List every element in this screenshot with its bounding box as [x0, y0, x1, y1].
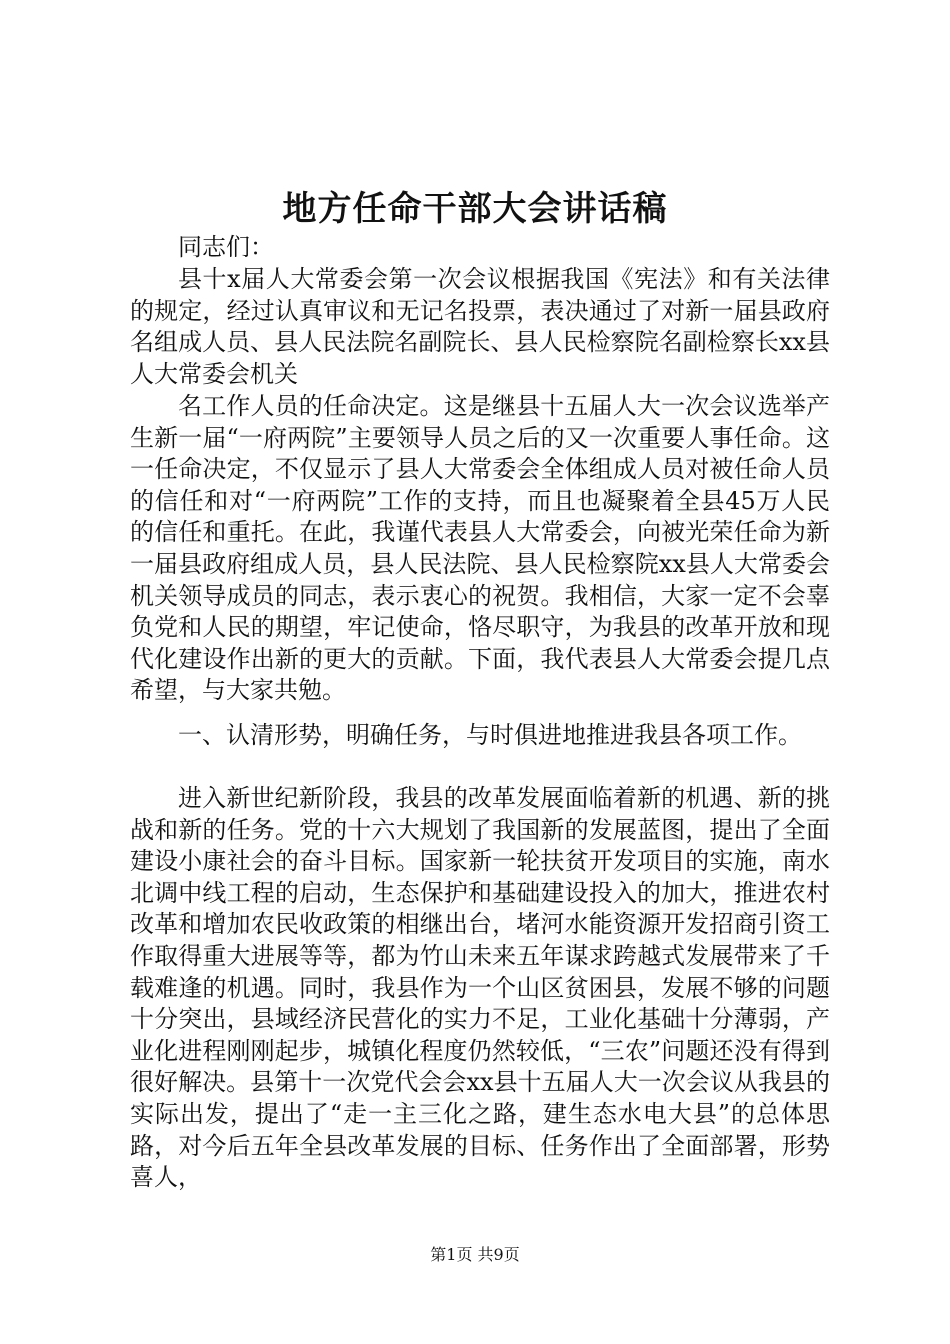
section-paragraph: 进入新世纪新阶段，我县的改革发展面临着新的机遇、新的挑战和新的任务。党的十六大规划了我国新的发展蓝图，提出了全面建设小康社会的奋斗目标。国家新一轮扶贫开发项目的实施，南水北调中线工程的启动，生态保护和基础建设投入的加大，推进农村改革和增加农民收政策的相继出台，堵河水能资源开发招商引资工作取得重大进展等等，都为竹山未来五年谋求跨越式发展带来了千载难逢的机遇。同时，我县作为一个山区贫困县，发展不够的问题十分突出，县域经济民营化的实力不足，工业化基础十分薄弱，产业化进程刚刚起步，城镇化程度仍然较低，“三农”问题还没有得到很好解决。县第十一次党代会会xx县十五届人大一次会议从我县的实际出发，提出了“走一主三化之路，建生态水电大县”的总体思路，对今后五年全县改革发展的目标、任务作出了全面部署，形势喜人，: [130, 784, 830, 1192]
paragraph-2: 名工作人员的任命决定。这是继县十五届人大一次会议选举产生新一届“一府两院”主要领导人员之后的又一次重要人事任命。这一任命决定，不仅显示了县人大常委会全体组成人员对被任命人员的信任和对“一府两院”工作的支持，而且也凝聚着全县45万人民的信任和重托。在此，我谨代表县人大常委会，向被光荣任命为新一届县政府组成人员，县人民法院、县人民检察院xx县人大常委会机关领导成员的同志，表示衷心的祝贺。我相信，大家一定不会辜负党和人民的期望，牢记使命，恪尽职守，为我县的改革开放和现代化建设作出新的更大的贡献。下面，我代表县人大常委会提几点希望，与大家共勉。: [130, 392, 830, 705]
paragraph-1: 县十x届人大常委会第一次会议根据我国《宪法》和有关法律的规定，经过认真审议和无记名投票，表决通过了对新一届县政府名组成人员、县人民法院名副院长、县人民检察院名副检察长xx县人大常委会机关: [130, 265, 830, 388]
page-footer: 第1页 共9页: [430, 1245, 520, 1264]
document-title: 地方任命干部大会讲话稿: [282, 189, 668, 229]
section-heading: 一、认清形势，明确任务，与时俱进地推进我县各项工作。: [178, 721, 802, 749]
greeting: 同志们：: [178, 233, 274, 261]
